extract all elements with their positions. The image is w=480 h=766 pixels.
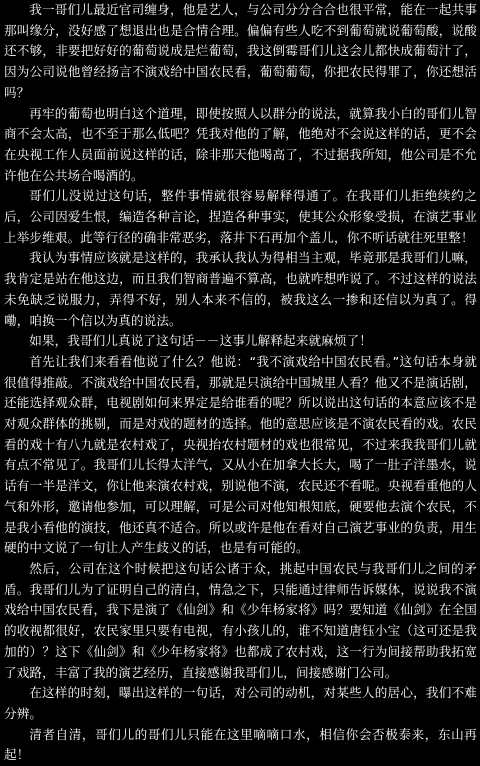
- paragraph-3: 哥们儿没说过这句话，整件事情就很容易解释得通了。在我哥们儿拒绝续约之后，公司因爱生恨，编造各种言论，捏造各种事实，使其公众形象受损，在演艺事业上举步维艰。此等行径的确非常恶劣，落井下石再加个盖儿，你不听话就往死里整！: [4, 188, 477, 245]
- paragraph-1: 我一哥们儿最近官司缠身，他是艺人，与公司分分合合也很平常，能在一起共事那叫缘分，没好感了想退出也是合情合理。偏偏有些人吃不到葡萄就说葡萄酸，说酸还不够，非要把好好的葡萄说成是烂葡萄，我这倒霉哥们儿这会儿都快成葡萄汁了，因为公司说他曾经扬言不演戏给中国农民看，葡萄葡萄，你把农民得罪了，你还想活吗？: [4, 2, 477, 100]
- paragraph-7: 然后，公司在这个时候把这句话公诸于众，挑起中国农民与我哥们儿之间的矛盾。我哥们儿为了证明自己的清白，情急之下，只能通过律师告诉媒体，说说我不演戏给中国农民看，我下是演了《仙剑》和《少年杨家将》吗？要知道《仙剑》在全国的收视都很好，农民家里只要有电视，有小孩儿的，谁不知道唐钰小宝（这可还是我加的）？这下《仙剑》和《少年杨家将》也都成了农村戏，这一行为间接帮助我拓宽了戏路，丰富了我的演艺经历，直接感谢我哥们儿，间接感谢门公司。: [4, 560, 477, 680]
- paragraph-4: 我认为事情应该就是这样的，我承认我认为得相当主观，毕竟那是我哥们儿嘛，我肯定是站在他这边，而且我们智商普遍不算高，也就咋想咋说了。不过这样的说法未免缺乏说服力，弄得不好，别人本来不信的，被我这么一掺和还信以为真了。得嘞，咱换一个信以为真的说法。: [4, 250, 477, 328]
- paragraph-2: 再牢的葡萄也明白这个道理，即使按照人以群分的说法，就算我小白的哥们儿智商不会太高，也不至于那么低吧？凭我对他的了解，他绝对不会说这样的话，更不会在央视工作人员面前说这样的话，除非那天他喝高了，不过据我所知，他公司是不允许他在公共场合喝酒的。: [4, 105, 477, 183]
- paragraph-6: 首先让我们来看看他说了什么？他说：“我不演戏给中国农民看。”这句话本身就很值得推敲。不演戏给中国农民看，那就是只演给中国城里人看？他又不是演话剧，还能选择观众群，电视剧如何来界定是给谁看的呢？所以说出这句话的本意应该不是对观众群体的挑剔，而是对戏的题材的选择。他的意思应该是不演农民看的戏。农民看的戏十有八九就是农村戏了，央视抬农村题材的戏也很常见，不过来我我哥们儿就有点不常见了。我哥们儿长得太洋气，又从小在加拿大长大，喝了一肚子洋墨水，说话有一半是洋文，你让他来演农村戏，别说他不演，农民还不看呢。央视看重他的人气和外形，邀请他参加，可以理解，可是公司对他知根知底，硬要他去演个农民，不是我小看他的演技，他还真不适合。所以或许是他在看对自己演艺事业的负责，用生硬的中文说了一句让人产生歧义的话，也是有可能的。: [4, 353, 477, 556]
- paragraph-5: 如果，我哥们儿真说了这句话－－这事儿解释起来就麻烦了！: [29, 333, 372, 349]
- paragraph-8: 在这样的时刻，曝出这样的一句话，对公司的动机，对某些人的居心，我们不难分辨。: [4, 685, 477, 721]
- paragraph-9: 清者自清，哥们儿的哥们儿只能在这里嘀嘀口水，相信你会否极泰来，东山再起！: [4, 726, 477, 763]
